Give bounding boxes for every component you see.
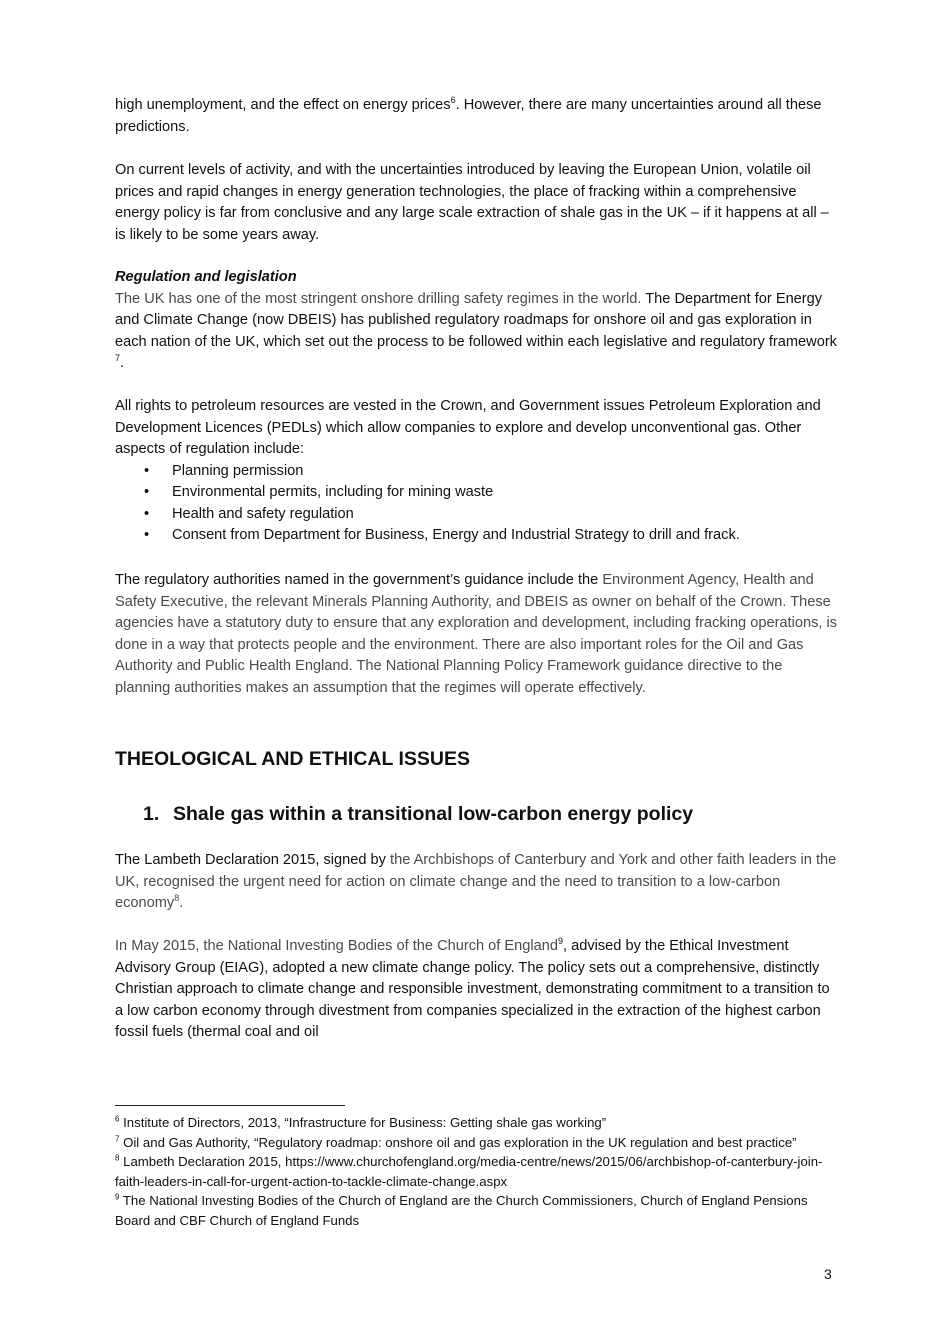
subsection-title: Shale gas within a transitional low-carbon energy policy (173, 803, 694, 825)
list-item-text: Planning permission (172, 462, 304, 479)
paragraph-lambeth (115, 850, 840, 915)
paragraph-unemployment (115, 95, 840, 138)
regulation-bullet-list (115, 461, 840, 547)
list-item-text: Health and safety regulation (172, 505, 354, 522)
list-item (115, 525, 840, 547)
list-item-text: Environmental permits, including for mining waste (172, 484, 494, 500)
paragraph-rights (115, 396, 840, 547)
subheading-regulation: Regulation and legislation (115, 269, 297, 285)
footnote-number: 6 (115, 1114, 120, 1124)
footnote-text: Institute of Directors, 2013, “Infrastructure for Business: Getting shale gas working” (119, 1115, 607, 1130)
paragraph-text: The regulatory authorities named in the government’s guidance include the (115, 572, 603, 588)
paragraph-text: the Archbishops of Canterbury and York and other faith leaders in the UK, recognised the urgent need for action on climate change and the need to transition to a low-carbon economy (115, 852, 837, 911)
footnote-ref: 7 (115, 353, 121, 364)
bullet-icon: • (144, 462, 150, 479)
subsection-heading (143, 803, 693, 826)
list-item (115, 504, 840, 526)
footnote-ref: 9 (557, 936, 563, 947)
footnote-text: Lambeth Declaration 2015, https://www.churchofengland.org/media-centre/news/2015/06/archbishop-of-canterbury-join-faith-leaders-in-call-for-urgent-action-to-tackle-climate-change.aspx (115, 1154, 823, 1189)
section-heading: THEOLOGICAL AND ETHICAL ISSUES (115, 748, 470, 770)
footnote (115, 1191, 835, 1230)
footnote (115, 1113, 835, 1133)
list-item-text: Consent from Department for Business, Energy and Industrial Strategy to drill and frack. (172, 527, 740, 543)
paragraph-text: . (179, 895, 184, 911)
paragraph-text: . (120, 355, 125, 371)
paragraph-investing (115, 936, 840, 1044)
list-item (115, 482, 840, 504)
regulation-section (115, 267, 840, 375)
footnote (115, 1152, 835, 1191)
paragraph-text: , advised by the Ethical Investment Advisory Group (EIAG), adopted a new climate change policy. The policy sets out a comprehensive, distinctly Christian approach to climate change and responsible investment, demonstrating commitment to a transition to a low carbon economy through divestment from companies specialized in the extraction of the highest carbon fossil fuels (thermal coal and oil (115, 938, 830, 1040)
footnote-divider (115, 1105, 345, 1106)
paragraph-regulation (115, 289, 840, 375)
paragraph-text: On current levels of activity, and with the uncertainties introduced by leaving the European Union, volatile oil prices and rapid changes in energy generation technologies, the place of fracking within a comprehensive energy policy is far from conclusive and any large scale extraction of shale gas in the UK – if it happens at all – is likely to be some years away. (115, 162, 829, 243)
subsection-number: 1. (143, 803, 160, 825)
footnote (115, 1133, 835, 1153)
bullet-icon: • (144, 484, 150, 500)
bullet-icon: • (144, 527, 150, 543)
paragraph-text: The Department for Energy and Climate Change (now DBEIS) has published regulatory roadmaps for onshore oil and gas exploration in each nation of the UK, which set out the process to be followed within each legislative and regulatory framework (115, 290, 837, 350)
footnote-text: The National Investing Bodies of the Church of England are the Church Commissioners, Church of England Pensions Board and CBF Church of England Funds (115, 1193, 808, 1228)
paragraph-authorities (115, 570, 840, 699)
paragraph-text: . However, there are many uncertainties around all these predictions. (115, 97, 822, 135)
paragraph-text: Environment Agency, Health and Safety Executive, the relevant Minerals Planning Authority, and DBEIS as owner on behalf of the Crown. These agencies have a statutory duty to ensure that any exploration and development, including fracking operations, is done in a way that protects people and the environment. There are also important roles for the Oil and Gas Authority and Public Health England. The National Planning Policy Framework guidance directive to the planning authorities makes an assumption that the regimes will operate effectively. (115, 572, 838, 696)
paragraph-text: high unemployment, and the effect on energy prices (115, 97, 451, 113)
footnote-text: Oil and Gas Authority, “Regulatory roadmap: onshore oil and gas exploration in the UK regulation and best practice” (119, 1134, 797, 1150)
paragraph-text: In May 2015, the National Investing Bodies of the Church of England (115, 938, 558, 954)
footnote-number: 7 (115, 1134, 120, 1144)
footnotes (115, 1113, 835, 1230)
paragraph-current-levels (115, 160, 840, 246)
page-number: 3 (824, 1266, 832, 1282)
footnote-ref: 8 (174, 893, 180, 904)
list-item (115, 461, 840, 483)
paragraph-text: The UK has one of the most stringent onshore drilling safety regimes in the world. (115, 290, 642, 307)
footnote-number: 9 (115, 1192, 120, 1202)
footnote-number: 8 (115, 1153, 120, 1163)
paragraph-text: All rights to petroleum resources are vested in the Crown, and Government issues Petroleum Exploration and Development Licences (PEDLs) which allow companies to explore and develop unconventional gas. Other aspects of regulation include: (115, 398, 821, 457)
bullet-icon: • (144, 505, 150, 522)
footnote-ref: 6 (450, 95, 456, 106)
paragraph-text: The Lambeth Declaration 2015, signed by (115, 852, 391, 868)
